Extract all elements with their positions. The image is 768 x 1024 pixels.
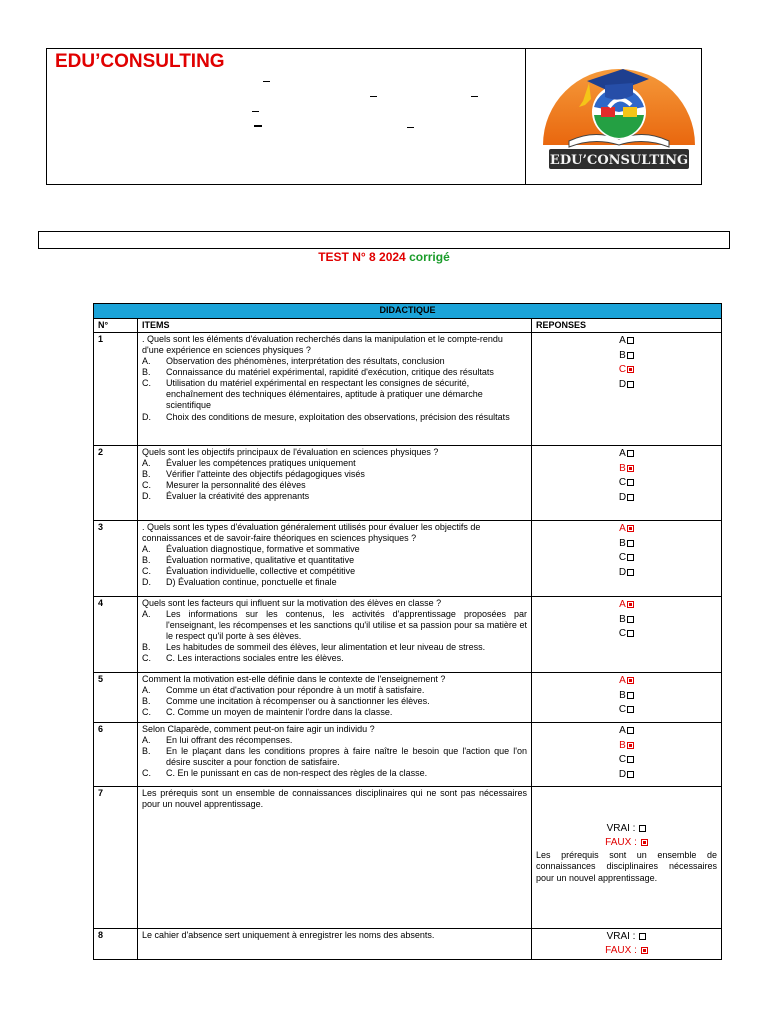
question-number: 4 [94, 597, 138, 673]
answer-option [142, 653, 527, 664]
option-text: Évaluation individuelle, collective et compétitive [166, 566, 356, 577]
option-letter: C. [142, 378, 151, 389]
answer-option [142, 707, 527, 718]
response-letter: B [619, 739, 626, 751]
answer-option [142, 544, 527, 555]
faux-label: FAUX : [605, 945, 637, 957]
option-text: Connaissance du matériel expérimental, rapidité d'exécution, critique des résultats [166, 367, 494, 378]
option-letter: C. [142, 768, 151, 779]
truefalse-row [94, 929, 722, 960]
checkbox-icon[interactable] [641, 947, 648, 954]
faux-choice[interactable] [536, 836, 717, 850]
response-letter: C [618, 628, 627, 640]
response-choice-selected[interactable] [536, 739, 717, 754]
blank-line [252, 111, 259, 112]
answer-option [142, 609, 527, 642]
section-header-row [94, 304, 722, 319]
checkbox-icon[interactable] [627, 494, 634, 501]
checkbox-icon[interactable] [627, 381, 634, 388]
checkbox-icon[interactable] [641, 839, 648, 846]
option-text: C. En le punissant en cas de non-respect des règles de la classe. [166, 768, 428, 779]
answer-option [142, 458, 527, 469]
response-letter: A [619, 599, 626, 611]
option-text: Évaluation normative, qualitative et quantitative [166, 555, 355, 566]
checkbox-icon[interactable] [627, 337, 634, 344]
checkbox-icon[interactable] [627, 569, 634, 576]
response-letter: C [618, 704, 627, 716]
option-letter: C. [142, 707, 151, 718]
question-item [138, 333, 532, 446]
vrai-choice[interactable] [536, 822, 717, 836]
response-letter: A [619, 725, 626, 737]
answer-option [142, 367, 527, 378]
checkbox-icon[interactable] [627, 692, 634, 699]
checkbox-icon[interactable] [627, 616, 634, 623]
question-text: Selon Claparède, comment peut-on faire agir un individu ? [142, 724, 375, 735]
checkbox-icon[interactable] [639, 933, 646, 940]
option-letter: A. [142, 609, 151, 620]
answer-option [142, 378, 527, 411]
question-text: Quels sont les objectifs principaux de l'évaluation en sciences physiques ? [142, 447, 439, 458]
checkbox-icon[interactable] [627, 727, 634, 734]
response-choice[interactable] [536, 613, 717, 628]
response-letter: B [619, 689, 626, 701]
question-number: 6 [94, 723, 138, 787]
faux-choice[interactable] [536, 944, 717, 958]
option-text: Comme une incitation à récompenser ou à sanctionner les élèves. [166, 696, 430, 707]
question-number: 5 [94, 673, 138, 723]
option-text: Vérifier l'atteinte des objectifs pédagogiques visés [166, 469, 365, 480]
option-text: Évaluer les compétences pratiques uniquement [166, 458, 356, 469]
answer-option [142, 577, 527, 588]
response-choice-selected[interactable] [536, 674, 717, 689]
response-cell [532, 446, 722, 521]
response-letter: A [619, 335, 626, 347]
blank-line [254, 125, 262, 127]
question-item [138, 673, 532, 723]
question-text: Quels sont les facteurs qui influent sur la motivation des élèves en classe ? [142, 598, 442, 609]
response-letter: B [619, 613, 626, 625]
checkbox-icon[interactable] [627, 706, 634, 713]
blank-line [263, 81, 270, 82]
option-text: Utilisation du matériel expérimental en respectant les consignes de sécurité, enchaînement des techniques élémentaires, aptitude à pratiquer une démarche scientifique [166, 378, 483, 411]
spacer [536, 788, 717, 822]
question-number: 7 [94, 787, 138, 929]
question-text: Le cahier d'absence sert uniquement à enregistrer les noms des absents. [138, 929, 532, 960]
column-header-row [94, 319, 722, 333]
header-divider [525, 49, 526, 184]
option-text: Mesurer la personnalité des élèves [166, 480, 306, 491]
checkbox-icon[interactable] [627, 540, 634, 547]
checkbox-icon[interactable] [627, 479, 634, 486]
checkbox-icon[interactable] [627, 465, 634, 472]
option-letter: A. [142, 735, 151, 746]
option-letter: B. [142, 367, 151, 378]
response-choice[interactable] [536, 378, 717, 393]
option-letter: B. [142, 642, 151, 653]
test-title-corrige: corrigé [409, 250, 450, 264]
option-letter: B. [142, 469, 151, 480]
option-letter: C. [142, 566, 151, 577]
response-choice[interactable] [536, 334, 717, 349]
option-letter: B. [142, 746, 151, 757]
response-choice-selected[interactable] [536, 363, 717, 378]
response-choice[interactable] [536, 349, 717, 364]
option-letter: D. [142, 491, 151, 502]
option-letter: D. [142, 577, 151, 588]
checkbox-icon[interactable] [627, 352, 634, 359]
option-text: Observation des phénomènes, interprétation des résultats, conclusion [166, 356, 445, 367]
checkbox-icon[interactable] [627, 554, 634, 561]
answer-option [142, 491, 527, 502]
option-letter: A. [142, 356, 151, 367]
response-choice[interactable] [536, 689, 717, 704]
response-letter: D [618, 566, 627, 578]
response-choice-selected[interactable] [536, 522, 717, 537]
response-choice[interactable] [536, 566, 717, 581]
checkbox-icon[interactable] [639, 825, 646, 832]
answer-option [142, 768, 527, 779]
response-cell [532, 333, 722, 446]
response-choice[interactable] [536, 447, 717, 462]
blank-line [471, 96, 478, 97]
header-box [46, 48, 702, 185]
checkbox-icon[interactable] [627, 771, 634, 778]
response-choice[interactable] [536, 627, 717, 642]
response-letter: C [618, 754, 627, 766]
option-letter: C. [142, 653, 151, 664]
option-text: Les informations sur les contenus, les activités d'apprentissage proposées par l'enseignant, les récompenses et les sanctions qu'il utilise et sa passion pour sa matière et le respect qu'il porte à ses élèves. [166, 609, 527, 642]
response-cell [532, 521, 722, 597]
response-letter: B [619, 537, 626, 549]
response-letter: B [619, 462, 626, 474]
question-row [94, 521, 722, 597]
response-choice-selected[interactable] [536, 598, 717, 613]
answer-option [142, 685, 527, 696]
option-text: Évaluer la créativité des apprenants [166, 491, 310, 502]
test-title-main: TEST N° 8 2024 [318, 250, 406, 264]
response-cell [532, 597, 722, 673]
option-text: Comme un état d'activation pour répondre à un motif à satisfaire. [166, 685, 425, 696]
col-items-header: ITEMS [138, 319, 532, 333]
response-letter: C [618, 552, 627, 564]
response-letter: B [619, 349, 626, 361]
question-item [138, 597, 532, 673]
response-choice[interactable] [536, 491, 717, 506]
response-choice[interactable] [536, 768, 717, 783]
option-letter: C. [142, 480, 151, 491]
answer-option [142, 735, 527, 746]
response-letter: A [619, 448, 626, 460]
col-responses-header: REPONSES [532, 319, 722, 333]
question-text: Les prérequis sont un ensemble de connaissances disciplinaires qui ne sont pas nécessaires pour un nouvel apprentissage. [138, 787, 532, 929]
question-text: . Quels sont les éléments d'évaluation recherchés dans la manipulation et le compte-rendu d'une expérience en sciences physiques ? [142, 334, 503, 356]
option-text: Les habitudes de sommeil des élèves, leur alimentation et leur niveau de stress. [166, 642, 486, 653]
checkbox-icon[interactable] [627, 601, 634, 608]
answer-option [142, 480, 527, 491]
checkbox-icon[interactable] [627, 525, 634, 532]
response-choice[interactable] [536, 551, 717, 566]
answer-option [142, 746, 527, 768]
question-number: 3 [94, 521, 138, 597]
question-row [94, 597, 722, 673]
response-letter: C [618, 477, 627, 489]
option-letter: A. [142, 458, 151, 469]
option-text: Choix des conditions de mesure, exploitation des observations, précision des résultats [166, 411, 510, 422]
response-choice[interactable] [536, 476, 717, 491]
option-text: C. Les interactions sociales entre les élèves. [166, 653, 344, 664]
question-item [138, 723, 532, 787]
checkbox-icon[interactable] [627, 450, 634, 457]
option-letter: D. [142, 411, 151, 422]
question-row [94, 333, 722, 446]
answer-option [142, 555, 527, 566]
response-cell [532, 723, 722, 787]
response-letter: D [618, 768, 627, 780]
test-title [0, 250, 768, 264]
subject-box [38, 231, 730, 249]
checkbox-icon[interactable] [627, 742, 634, 749]
checkbox-icon[interactable] [627, 366, 634, 373]
response-letter: D [618, 491, 627, 503]
option-text: Évaluation diagnostique, formative et sommative [166, 544, 360, 555]
truefalse-row [94, 787, 722, 929]
blank-line [370, 96, 377, 97]
response-cell [532, 929, 722, 960]
answer-option [142, 469, 527, 480]
question-number: 1 [94, 333, 138, 446]
response-choice[interactable] [536, 537, 717, 552]
response-letter: C [618, 364, 627, 376]
response-choice[interactable] [536, 703, 717, 718]
response-letter: D [618, 378, 627, 390]
response-choice-selected[interactable] [536, 462, 717, 477]
question-row [94, 446, 722, 521]
faux-label: FAUX : [605, 837, 637, 849]
option-letter: A. [142, 544, 151, 555]
answer-option [142, 356, 527, 367]
question-text: Comment la motivation est-elle définie dans le contexte de l'enseignement ? [142, 674, 446, 685]
vrai-choice[interactable] [536, 930, 717, 944]
question-number: 2 [94, 446, 138, 521]
answer-option [142, 642, 527, 653]
response-cell [532, 787, 722, 929]
option-letter: B. [142, 555, 151, 566]
vrai-label: VRAI : [606, 823, 636, 835]
answer-option [142, 566, 527, 577]
question-item [138, 446, 532, 521]
correction-explanation: Les prérequis sont un ensemble de connaissances disciplinaires nécessaires pour un nouvel apprentissage. [536, 850, 718, 883]
answer-option [142, 696, 527, 707]
response-choice[interactable] [536, 753, 717, 768]
response-cell [532, 673, 722, 723]
option-text: D) Évaluation continue, ponctuelle et finale [166, 577, 337, 588]
option-letter: A. [142, 685, 151, 696]
response-letter: A [619, 675, 626, 687]
checkbox-icon[interactable] [627, 677, 634, 684]
response-choice[interactable] [536, 724, 717, 739]
questions-table [93, 303, 722, 960]
question-row [94, 723, 722, 787]
section-title: DIDACTIQUE [94, 304, 722, 319]
response-letter: A [619, 523, 626, 535]
question-item [138, 521, 532, 597]
brand-title: EDU’CONSULTING [55, 51, 225, 72]
checkbox-icon[interactable] [627, 756, 634, 763]
option-text: C. Comme un moyen de maintenir l'ordre dans la classe. [166, 707, 393, 718]
svg-text:EDU’CONSULTING: EDU’CONSULTING [549, 153, 689, 168]
question-row [94, 673, 722, 723]
option-text: En le plaçant dans les conditions propres à faire naître le besoin que l'action que l'on désire susciter a pour fonction de satisfaire. [166, 746, 527, 768]
col-number-header: N° [94, 319, 138, 333]
vrai-label: VRAI : [606, 931, 636, 943]
option-letter: B. [142, 696, 151, 707]
edu-consulting-logo [539, 57, 699, 179]
question-number: 8 [94, 929, 138, 960]
answer-option [142, 412, 527, 423]
option-text: En lui offrant des récompenses. [166, 735, 293, 746]
question-text: . Quels sont les types d'évaluation généralement utilisés pour évaluer les objectifs de connaissances et de savoir-faire théoriques en sciences physiques ? [142, 522, 481, 544]
checkbox-icon[interactable] [627, 630, 634, 637]
blank-line [407, 127, 414, 128]
